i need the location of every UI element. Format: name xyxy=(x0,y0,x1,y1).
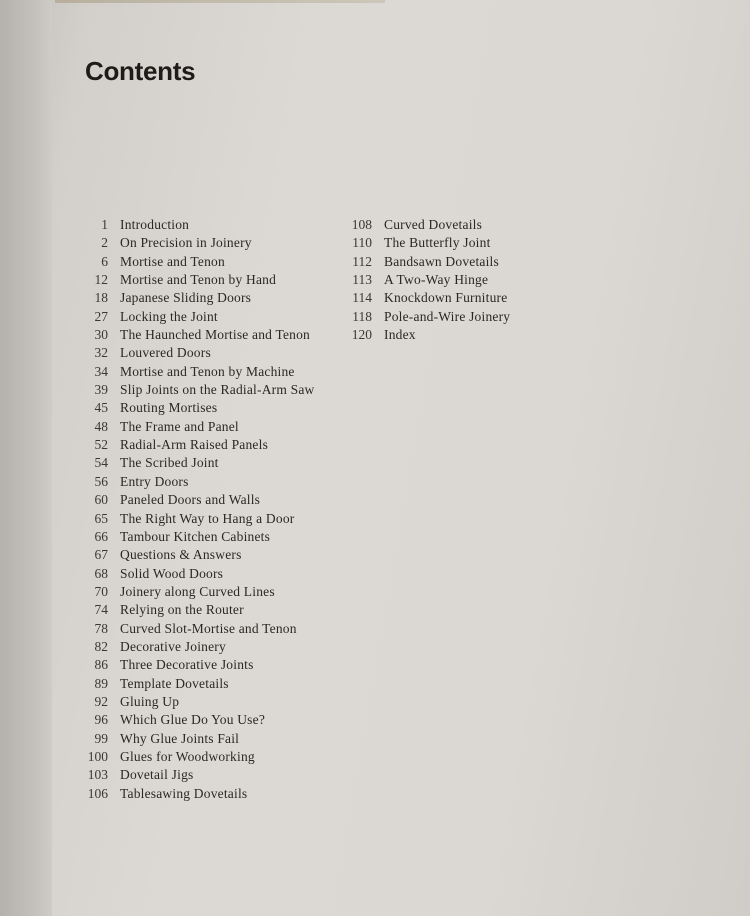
toc-entry xyxy=(76,785,314,803)
toc-entry xyxy=(76,766,314,784)
toc-page-number: 120 xyxy=(351,327,372,343)
toc-chapter-title: Introduction xyxy=(120,217,190,232)
toc-page-number: 110 xyxy=(352,235,372,251)
toc-chapter-title: Which Glue Do You Use? xyxy=(120,712,266,728)
toc-chapter-title: Tablesawing Dovetails xyxy=(120,785,248,801)
toc-page-number: 67 xyxy=(94,547,108,563)
toc-page-number: 86 xyxy=(94,657,108,673)
toc-page-number: 118 xyxy=(352,308,372,324)
toc-page-number: 70 xyxy=(94,583,108,599)
toc-page-number: 34 xyxy=(94,363,108,379)
toc-page-number: 60 xyxy=(94,492,108,508)
toc-chapter-title: Slip Joints on the Radial-Arm Saw xyxy=(120,382,315,398)
toc-chapter-title: Curved Slot-Mortise and Tenon xyxy=(120,620,297,636)
toc-entry xyxy=(76,454,314,472)
toc-chapter-title: Pole-and-Wire Joinery xyxy=(384,308,511,324)
toc-entry xyxy=(76,638,314,656)
toc-entry xyxy=(76,234,314,252)
toc-chapter-title: Glues for Woodworking xyxy=(120,748,255,764)
toc-chapter-title: On Precision in Joinery xyxy=(120,235,252,251)
toc-page-number: 52 xyxy=(94,437,108,453)
toc-entry xyxy=(76,253,314,271)
toc-chapter-title: Louvered Doors xyxy=(120,345,211,361)
toc-entry xyxy=(76,436,314,454)
toc-page-number: 6 xyxy=(101,253,108,269)
toc-page-number: 108 xyxy=(351,217,372,232)
toc-page-number: 45 xyxy=(94,400,108,416)
toc-page-number: 113 xyxy=(352,272,372,288)
toc-chapter-title: Entry Doors xyxy=(120,473,189,489)
page-title: Contents xyxy=(85,56,196,86)
toc-entry xyxy=(340,253,510,271)
toc-entry xyxy=(76,216,314,234)
toc-chapter-title: Decorative Joinery xyxy=(120,638,226,654)
toc-entry xyxy=(76,601,314,619)
toc-page-number: 74 xyxy=(94,602,108,618)
toc-chapter-title: Gluing Up xyxy=(120,693,180,709)
toc-entry xyxy=(76,675,314,693)
toc-left-column xyxy=(76,216,314,803)
toc-chapter-title: Mortise and Tenon by Hand xyxy=(120,272,277,288)
toc-page-number: 65 xyxy=(94,510,108,526)
toc-entry xyxy=(76,620,314,638)
toc-chapter-title: Tambour Kitchen Cabinets xyxy=(120,528,271,544)
toc-entry xyxy=(76,711,314,729)
toc-chapter-title: Dovetail Jigs xyxy=(120,767,194,783)
toc-chapter-title: Routing Mortises xyxy=(120,400,218,416)
toc-page-number: 106 xyxy=(87,785,108,801)
toc-page-number: 89 xyxy=(94,675,108,691)
toc-chapter-title: The Haunched Mortise and Tenon xyxy=(120,327,311,343)
toc-page-number: 112 xyxy=(352,253,372,269)
toc-chapter-title: Knockdown Furniture xyxy=(384,290,508,306)
toc-page-number: 39 xyxy=(94,382,108,398)
toc-entry xyxy=(340,234,510,252)
toc-right-column xyxy=(340,216,510,344)
toc-entry xyxy=(76,418,314,436)
toc-page-number: 78 xyxy=(94,620,108,636)
toc-page-number: 30 xyxy=(94,327,108,343)
toc-entry xyxy=(76,730,314,748)
toc-entry xyxy=(76,271,314,289)
toc-chapter-title: The Frame and Panel xyxy=(120,418,239,434)
toc-entry xyxy=(76,693,314,711)
toc-chapter-title: Three Decorative Joints xyxy=(120,657,254,673)
page-top-edge xyxy=(55,0,385,3)
toc-page-number: 99 xyxy=(94,730,108,746)
toc-page-number: 32 xyxy=(94,345,108,361)
toc-chapter-title: Mortise and Tenon xyxy=(120,253,225,269)
toc-chapter-title: Relying on the Router xyxy=(120,602,244,618)
toc-page-number: 66 xyxy=(94,528,108,544)
toc-entry xyxy=(76,381,314,399)
toc-entry xyxy=(340,271,510,289)
toc-entry xyxy=(76,473,314,491)
toc-chapter-title: The Right Way to Hang a Door xyxy=(120,510,295,526)
toc-entry xyxy=(340,289,510,307)
toc-page-number: 54 xyxy=(94,455,108,471)
toc-page-number: 2 xyxy=(101,235,108,251)
toc-entry xyxy=(76,583,314,601)
toc-entry xyxy=(76,326,314,344)
toc-chapter-title: Curved Dovetails xyxy=(384,217,483,232)
toc-entry xyxy=(340,308,510,326)
toc-chapter-title: The Scribed Joint xyxy=(120,455,219,471)
toc-chapter-title: Questions & Answers xyxy=(120,547,242,563)
toc-page-number: 27 xyxy=(94,308,108,324)
toc-page-number: 1 xyxy=(101,217,108,232)
toc-chapter-title: Mortise and Tenon by Machine xyxy=(120,363,295,379)
toc-entry xyxy=(76,510,314,528)
toc-entry xyxy=(76,491,314,509)
toc-entry xyxy=(340,326,510,344)
toc-chapter-title: Bandsawn Dovetails xyxy=(384,253,499,269)
toc-chapter-title: Why Glue Joints Fail xyxy=(120,730,240,746)
toc-chapter-title: Template Dovetails xyxy=(120,675,229,691)
toc-page-number: 92 xyxy=(94,693,108,709)
toc-page-number: 114 xyxy=(352,290,372,306)
toc-page-number: 100 xyxy=(87,748,108,764)
toc-entry xyxy=(76,399,314,417)
toc-entry xyxy=(76,546,314,564)
toc-page-number: 96 xyxy=(94,712,108,728)
toc-entry xyxy=(76,656,314,674)
toc-entry xyxy=(76,748,314,766)
toc-chapter-title: Joinery along Curved Lines xyxy=(120,583,275,599)
toc-chapter-title: Locking the Joint xyxy=(120,308,218,324)
toc-entry xyxy=(76,289,314,307)
toc-page-number: 103 xyxy=(87,767,108,783)
toc-entry xyxy=(76,565,314,583)
toc-entry xyxy=(76,344,314,362)
toc-chapter-title: The Butterfly Joint xyxy=(384,235,491,251)
toc-page-number: 68 xyxy=(94,565,108,581)
toc-entry xyxy=(340,216,510,234)
toc-entry xyxy=(76,528,314,546)
toc-page-number: 82 xyxy=(94,638,108,654)
toc-page-number: 48 xyxy=(94,418,108,434)
page-gutter xyxy=(0,0,52,916)
toc-page-number: 56 xyxy=(94,473,108,489)
toc-chapter-title: Index xyxy=(384,327,416,343)
toc-page-number: 12 xyxy=(94,272,108,288)
toc-entry xyxy=(76,363,314,381)
toc-chapter-title: Radial-Arm Raised Panels xyxy=(120,437,269,453)
toc-chapter-title: Solid Wood Doors xyxy=(120,565,224,581)
toc-chapter-title: Paneled Doors and Walls xyxy=(120,492,261,508)
toc-chapter-title: Japanese Sliding Doors xyxy=(120,290,252,306)
toc-page-number: 18 xyxy=(94,290,108,306)
toc-chapter-title: A Two-Way Hinge xyxy=(384,272,489,288)
toc-entry xyxy=(76,308,314,326)
